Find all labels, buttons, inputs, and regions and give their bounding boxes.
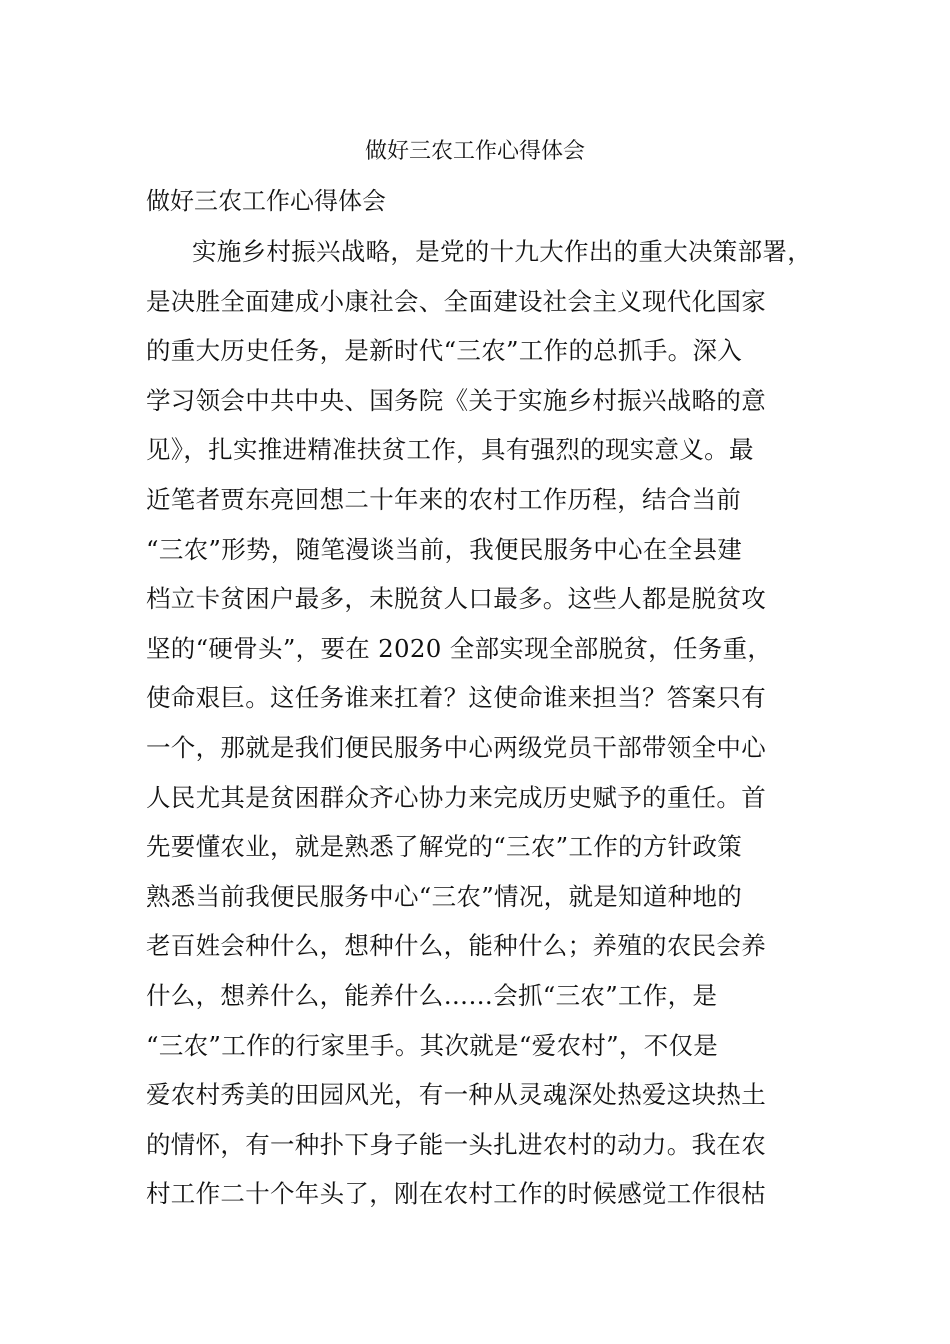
body-line: 先要懂农业，就是熟悉了解党的“三农”工作的方针政策 [146,832,743,862]
body-line: 近笔者贾东亮回想二十年来的农村工作历程，结合当前 [146,484,742,514]
document-subtitle: 做好三农工作心得体会 [146,187,386,215]
body-line: 人民尤其是贫困群众齐心协力来完成历史赋予的重任。首 [146,782,766,812]
body-line: 一个，那就是我们便民服务中心两级党员干部带领全中心 [146,732,766,762]
body-line: 坚的“硬骨头”，要在 2020 全部实现全部脱贫，任务重， [146,633,773,663]
body-line: 爱农村秀美的田园风光，有一种从灵魂深处热爱这块热土 [146,1080,766,1110]
body-line: “三农”工作的行家里手。其次就是“爱农村”，不仅是 [146,1030,719,1060]
body-line: 村工作二十个年头了，刚在农村工作的时候感觉工作很枯 [146,1179,766,1209]
body-line: 什么，想养什么，能养什么……会抓“三农”工作，是 [146,980,718,1010]
body-line: 老百姓会种什么，想种什么，能种什么；养殖的农民会养 [146,931,766,961]
body-line: 见》，扎实推进精准扶贫工作，具有强烈的现实意义。最 [146,435,754,465]
body-line: 的情怀，有一种扑下身子能一头扎进农村的动力。我在农 [146,1129,766,1159]
body-line: 熟悉当前我便民服务中心“三农”情况，就是知道种地的 [146,881,743,911]
body-line: 档立卡贫困户最多，未脱贫人口最多。这些人都是脱贫攻 [146,584,766,614]
body-line: 的重大历史任务，是新时代“三农”工作的总抓手。深入 [146,336,743,366]
body-text [146,232,836,1224]
body-line: 是决胜全面建成小康社会、全面建设社会主义现代化国家 [146,286,766,316]
body-line: 学习领会中共中央、国务院《关于实施乡村振兴战略的意 [146,385,766,415]
body-line: 实施乡村振兴战略，是党的十九大作出的重大决策部署， [192,237,812,266]
body-line: “三农”形势，随笔漫谈当前，我便民服务中心在全县建 [146,534,743,564]
body-line: 使命艰巨。这任务谁来扛着？这使命谁来担当？答案只有 [146,683,766,713]
document-title: 做好三农工作心得体会 [364,139,585,164]
